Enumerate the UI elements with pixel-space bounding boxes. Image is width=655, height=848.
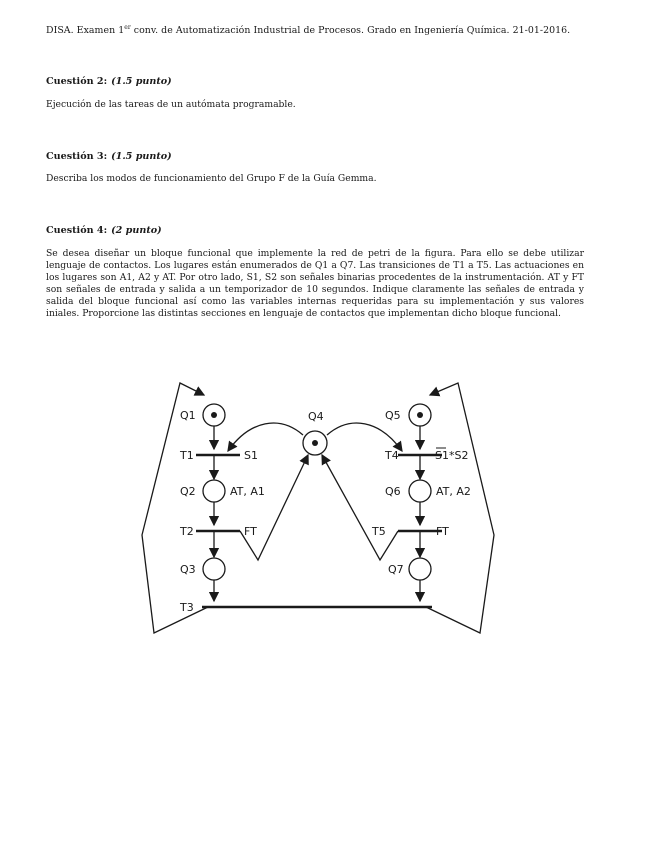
label-t2: T2 <box>180 525 194 538</box>
label-q1: Q1 <box>180 409 196 422</box>
label-q7: Q7 <box>388 563 404 576</box>
label-q5: Q5 <box>385 409 401 422</box>
label-t3: T3 <box>180 601 194 614</box>
label-s1-not: S1 <box>435 449 449 462</box>
token-q1 <box>211 412 217 418</box>
label-ft-right: FT <box>436 525 449 538</box>
question-3-body: Describa los modos de funcionamiento del Grupo F de la Guía Gemma. <box>46 173 377 184</box>
place-q3 <box>203 558 225 580</box>
label-q4: Q4 <box>308 410 324 423</box>
label-s1: S1 <box>244 449 258 462</box>
label-ft-left: FT <box>244 525 257 538</box>
arc-t2-q4 <box>240 455 308 560</box>
place-q2 <box>203 480 225 502</box>
label-t5: T5 <box>372 525 386 538</box>
question-4-body: Se desea diseñar un bloque funcional que implemente la red de petri de la figura. Para ello se debe utilizar lenguaje de contactos. Los lugares están enumerados de Q1 a Q7. Las transiciones de T1 a T5. Las actuaciones en los lugares son A1, A2 y AT. Por otro lado, S1, S2 son señales binarias procedentes de la instrumentación. AT y FT son señales de entrada y salida a un temporizador de 10 segundos. Indique claramente las señales de entrada y salida del bloque funcional así como las variables internas requeridas para su implementación y sus valores iniales. Proporcione las distintas secciones en lenguaje de contactos que implementan dicho bloque funcional. <box>46 248 584 319</box>
place-q6 <box>409 480 431 502</box>
label-q3: Q3 <box>180 563 196 576</box>
arc-t5-q4 <box>322 455 398 560</box>
arc-t3-q1 <box>142 383 208 633</box>
label-t4: T4 <box>385 449 399 462</box>
petri-net-diagram <box>140 375 510 640</box>
page-header: DISA. Examen 1er conv. de Automatización Industrial de Procesos. Grado en Ingeniería Química. 21-01-2016. <box>46 24 571 37</box>
question-2-title: Cuestión 2: (1.5 punto) <box>46 76 172 87</box>
question-4-title: Cuestión 4: (2 punto) <box>46 225 162 236</box>
arc-t3-q5 <box>426 383 494 633</box>
label-a-q2: AT, A1 <box>230 485 265 498</box>
token-q4 <box>312 440 318 446</box>
place-q7 <box>409 558 431 580</box>
arc-q4-t4 <box>327 423 402 451</box>
arc-q4-t1 <box>228 423 303 451</box>
question-3-title: Cuestión 3: (1.5 punto) <box>46 151 172 162</box>
label-q2: Q2 <box>180 485 196 498</box>
token-q5 <box>417 412 423 418</box>
label-t1: T1 <box>180 449 194 462</box>
label-a-q6: AT, A2 <box>436 485 471 498</box>
label-q6: Q6 <box>385 485 401 498</box>
label-s2: *S2 <box>449 449 469 462</box>
question-2-body: Ejecución de las tareas de un autómata programable. <box>46 99 296 110</box>
